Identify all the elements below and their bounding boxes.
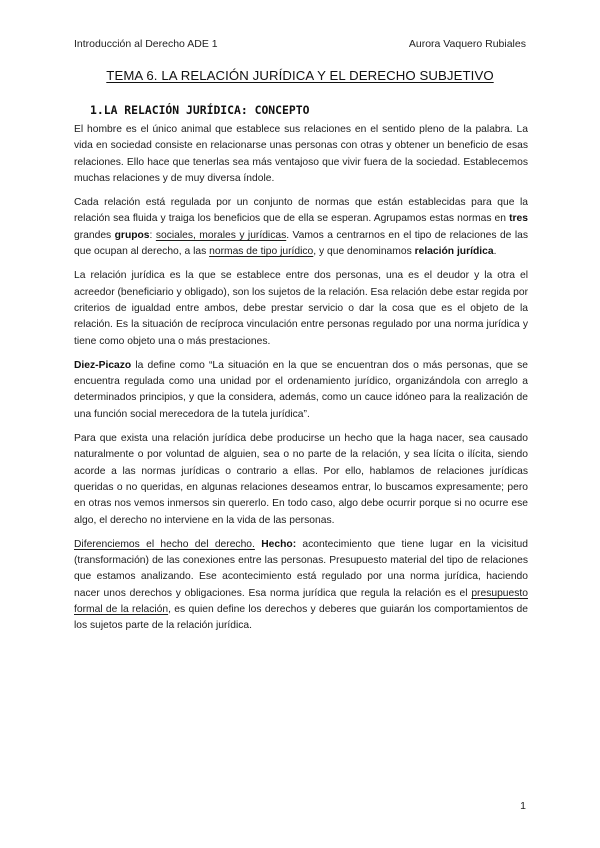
text-run: : <box>149 229 156 241</box>
text-run: la define como “La situación en la que se encuentran dos o más personas, que se encuentra regulada como una unidad por el ordenamiento jurídico, organizándola con arreglo a determinados principios, y que la considera, además, como un cauce idóneo para la realización de una función social merecedora de la tutela jurídica”. <box>74 359 528 420</box>
text-run: . <box>493 246 497 258</box>
section-heading: 1.LA RELACIÓN JURÍDICA: CONCEPTO <box>90 103 310 117</box>
page-number: 1 <box>520 800 526 812</box>
paragraph-2 <box>74 195 528 260</box>
paragraph-1: El hombre es el único animal que establece sus relaciones en el sentido pleno de la palabra. La vida en sociedad consiste en relacionarse unas personas con otras y obtener un beneficio de esas relaciones. Ello hace que tenerlas sea más ventajoso que vivir fuera de la sociedad. Establecemos muchas relaciones y de muy diversa índole. <box>74 124 528 184</box>
text-run: grandes <box>74 229 115 241</box>
text-run: . Vamos a centrarnos en el tipo de relaciones de las que ocupan al derecho, a las <box>74 229 528 258</box>
text-run: acontecimiento que tiene lugar en la vicisitud (transformación) de las conexiones entre las personas. Presupuesto material del tipo de relaciones que estamos analizando. Ese acontecimiento está regulado por una norma jurídica, haciendo nacer unos derechos y obligaciones. Esa norma jurídica que regula la relación es el <box>74 538 528 599</box>
paragraph-5: Para que exista una relación jurídica debe producirse un hecho que la haga nacer, sea causado naturalmente o por voluntad de alguien, sea o no parte de la relación, y sea lícita o ilícita, siendo acorde a las normas jurídicas o contrario a ellas. Por ello, hablamos de relaciones jurídicas queridas o no queridas, en algunas relaciones deseamos entrar, lo buscamos expresamente; pero en otras nos vemos inmersos sin quererlo. En todo caso, algo debe ocurrir porque si no ocurre ese algo, el derecho no interviene en la vida de las personas. <box>74 433 528 526</box>
paragraph-6 <box>74 537 528 635</box>
bold-text: tres <box>509 213 528 225</box>
text-run: , y que denominamos <box>313 246 415 258</box>
paragraph-3: La relación jurídica es la que se establece entre dos personas, una es el deudor y la otra el acreedor (beneficiario y obligado), son los sujetos de la relación. Esa relación debe estar regida por criterios de igualdad entre ambos, debe prestar servicio o dar la cosa que es el objeto de la relación. Es la situación de recíproca vinculación entre personas regulado por una norma jurídica y tiene como objeto una o más prestaciones. <box>74 270 528 347</box>
document-title: TEMA 6. LA RELACIÓN JURÍDICA Y EL DERECHO SUBJETIVO <box>106 68 494 83</box>
header-author: Aurora Vaquero Rubiales <box>408 38 526 50</box>
underlined-text: Diferenciemos el hecho del derecho. <box>74 538 255 550</box>
text-run: Cada relación está regulada por un conjunto de normas que están establecidas para que la relación sea fluida y traiga los beneficios que de ella se esperan. Agrupamos estas normas en <box>74 197 528 225</box>
header-course: Introducción al Derecho ADE 1 <box>74 38 218 50</box>
bold-text: Hecho: <box>261 538 297 550</box>
underlined-text: normas de tipo jurídico <box>209 246 314 258</box>
document-body <box>74 122 528 643</box>
text-run: , es quien define los derechos y deberes que guiarán los comportamientos de los sujetos parte de la relación jurídica. <box>74 604 528 632</box>
bold-text: Diez-Picazo <box>74 359 132 371</box>
underlined-text: presupuesto formal de la relación <box>74 587 528 616</box>
bold-text: relación jurídica <box>414 246 494 258</box>
paragraph-4 <box>74 358 528 423</box>
bold-text: grupos <box>114 229 150 241</box>
underlined-text: sociales, morales y jurídicas <box>155 229 287 241</box>
